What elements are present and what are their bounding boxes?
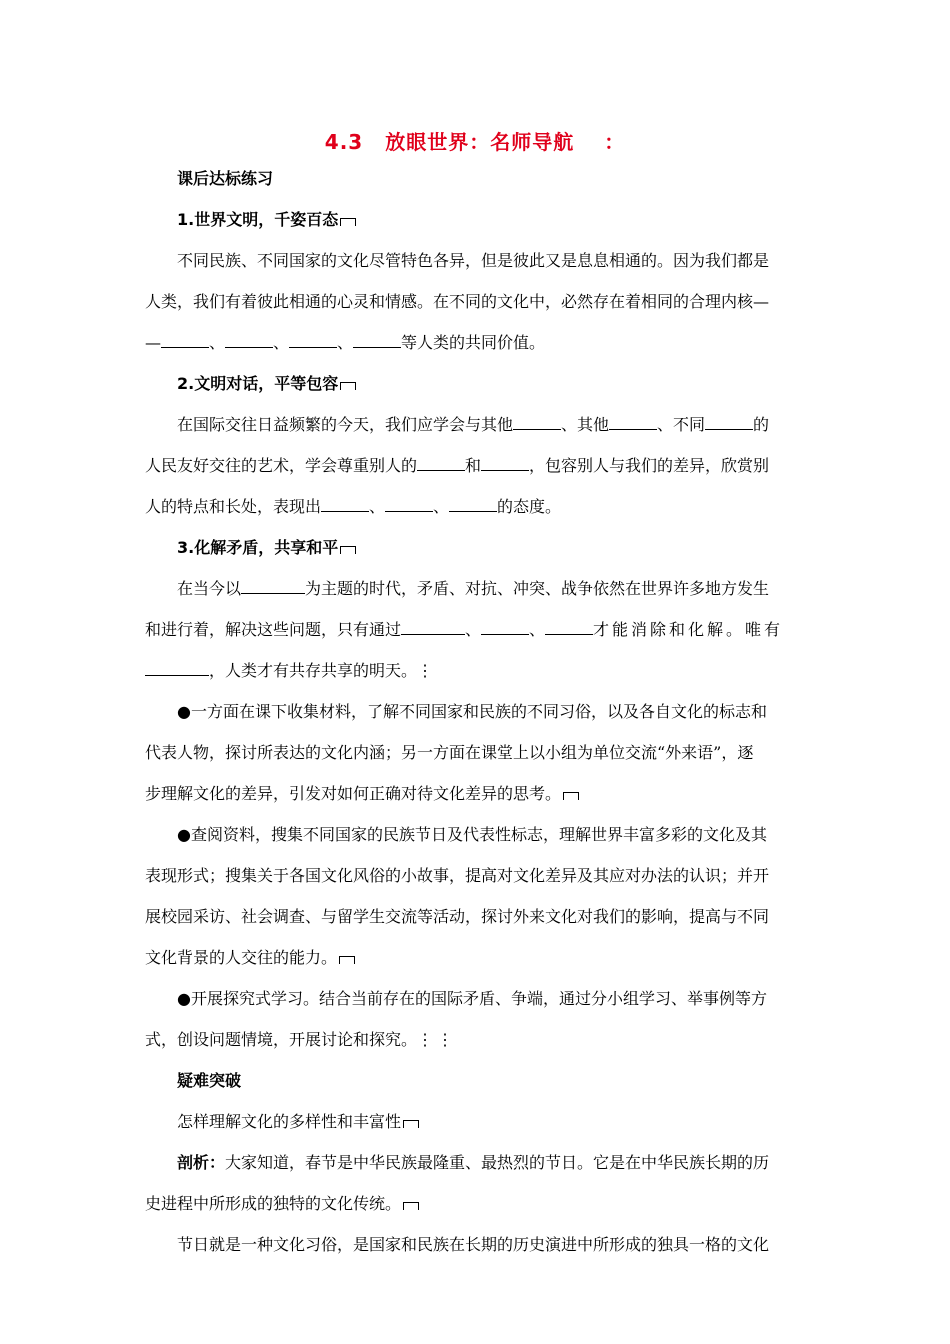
return-mark-icon <box>403 1202 419 1210</box>
section-1-line-1: 不同民族、不同国家的文化尽管特色各异，但是彼此又是息息相通的。因为我们都是 <box>177 251 770 270</box>
fill-blank[interactable] <box>481 620 529 635</box>
section-heading-practice: 课后达标练习 <box>177 169 274 188</box>
fill-blank[interactable] <box>225 333 273 348</box>
fill-blank[interactable] <box>161 333 209 348</box>
paragraph-line: 节日就是一种文化习俗，是国家和民族在长期的历史演进中所形成的独具一格的文化 <box>177 1235 770 1254</box>
section-3-heading: 3.化解矛盾，共享和平 <box>145 527 807 568</box>
fill-blank[interactable] <box>401 620 465 635</box>
section-3-line-3: ，人类才有共存共享的明天。⋮ <box>145 650 807 691</box>
bullet-1-line-2: 代表人物，探讨所表达的文化内涵；另一方面在课堂上以小组为单位交流“外来语”，逐 <box>145 743 754 762</box>
fill-blank[interactable] <box>321 497 369 512</box>
section-2-line-1: 在国际交往日益频繁的今天，我们应学会与其他 、其他 、不同 的 <box>177 415 770 434</box>
section-1-line-2: 人类，我们有着彼此相通的心灵和情感。在不同的文化中，必然存在着相同的合理内核— <box>145 292 770 311</box>
fill-blank[interactable] <box>417 456 465 471</box>
bullet-3-line-1: ●开展探究式学习。结合当前存在的国际矛盾、争端，通过分小组学习、举事例等方 <box>177 989 767 1008</box>
return-mark-icon <box>339 956 355 964</box>
return-mark-icon <box>563 792 579 800</box>
section-2-line-2: 人民友好交往的艺术，学会尊重别人的 和 ，包容别人与我们的差异，欣赏别 <box>145 456 770 475</box>
fill-blank[interactable] <box>481 456 529 471</box>
analysis-label: 剖析： <box>177 1153 226 1172</box>
fill-blank[interactable] <box>449 497 497 512</box>
title-number: 4.3 <box>324 130 364 154</box>
fill-blank[interactable] <box>545 620 593 635</box>
bullet-2-line-4: 文化背景的人交往的能力。 <box>145 937 807 978</box>
section-3-line-1: 在当今以 为主题的时代，矛盾、对抗、冲突、战争依然在世界许多地方发生 <box>177 579 770 598</box>
bullet-1-line-1: ●一方面在课下收集材料，了解不同国家和民族的不同习俗，以及各自文化的标志和 <box>177 702 767 721</box>
title-text: 放眼世界：名师导航 <box>385 130 575 154</box>
bullet-1-line-3: 步理解文化的差异，引发对如何正确对待文化差异的思考。 <box>145 773 807 814</box>
return-mark-icon <box>340 382 356 390</box>
vertical-dots: ⋮ <box>417 661 438 680</box>
analysis-line-1: 剖析：大家知道，春节是中华民族最隆重、最热烈的节日。它是在中华民族长期的历 <box>177 1153 770 1172</box>
section-1-heading: 1.世界文明，千姿百态 <box>145 199 807 240</box>
fill-blank[interactable] <box>353 333 401 348</box>
fill-blank[interactable] <box>609 415 657 430</box>
fill-blank[interactable] <box>385 497 433 512</box>
fill-blank[interactable] <box>289 333 337 348</box>
section-1-line-3: — 、 、 、 等人类的共同价值。 <box>145 333 546 352</box>
difficult-question: 怎样理解文化的多样性和丰富性 <box>145 1101 807 1142</box>
bullet-2-line-2: 表现形式；搜集关于各国文化风俗的小故事，提高对文化差异及其应对办法的认识；并开 <box>145 866 770 885</box>
fill-blank[interactable] <box>145 661 209 676</box>
fill-blank[interactable] <box>513 415 561 430</box>
fill-blank[interactable] <box>705 415 753 430</box>
bullet-2-line-3: 展校园采访、社会调查、与留学生交流等活动，探讨外来文化对我们的影响，提高与不同 <box>145 907 770 926</box>
document-body <box>145 158 807 1265</box>
return-mark-icon <box>340 218 356 226</box>
section-2-line-3: 人的特点和长处，表现出 、 、 的态度。 <box>145 497 562 516</box>
bullet-2-line-1: ●查阅资料，搜集不同国家的民族节日及代表性标志，理解世界丰富多彩的文化及其 <box>177 825 767 844</box>
difficult-heading: 疑难突破 <box>177 1071 242 1090</box>
bullet-3-line-2: 式，创设问题情境，开展讨论和探究。⋮⋮ <box>145 1030 458 1049</box>
analysis-line-2: 史进程中所形成的独特的文化传统。 <box>145 1183 807 1224</box>
vertical-dots: ⋮⋮ <box>417 1030 458 1049</box>
title-trail: ： <box>604 130 626 154</box>
section-3-line-2: 和进行着，解决这些问题，只有通过 、 、 才能消除和化解。唯有 <box>145 620 784 639</box>
page-title <box>0 126 950 155</box>
fill-blank[interactable] <box>241 579 305 594</box>
section-2-heading: 2.文明对话，平等包容 <box>145 363 807 404</box>
return-mark-icon <box>340 546 356 554</box>
return-mark-icon <box>403 1120 419 1128</box>
